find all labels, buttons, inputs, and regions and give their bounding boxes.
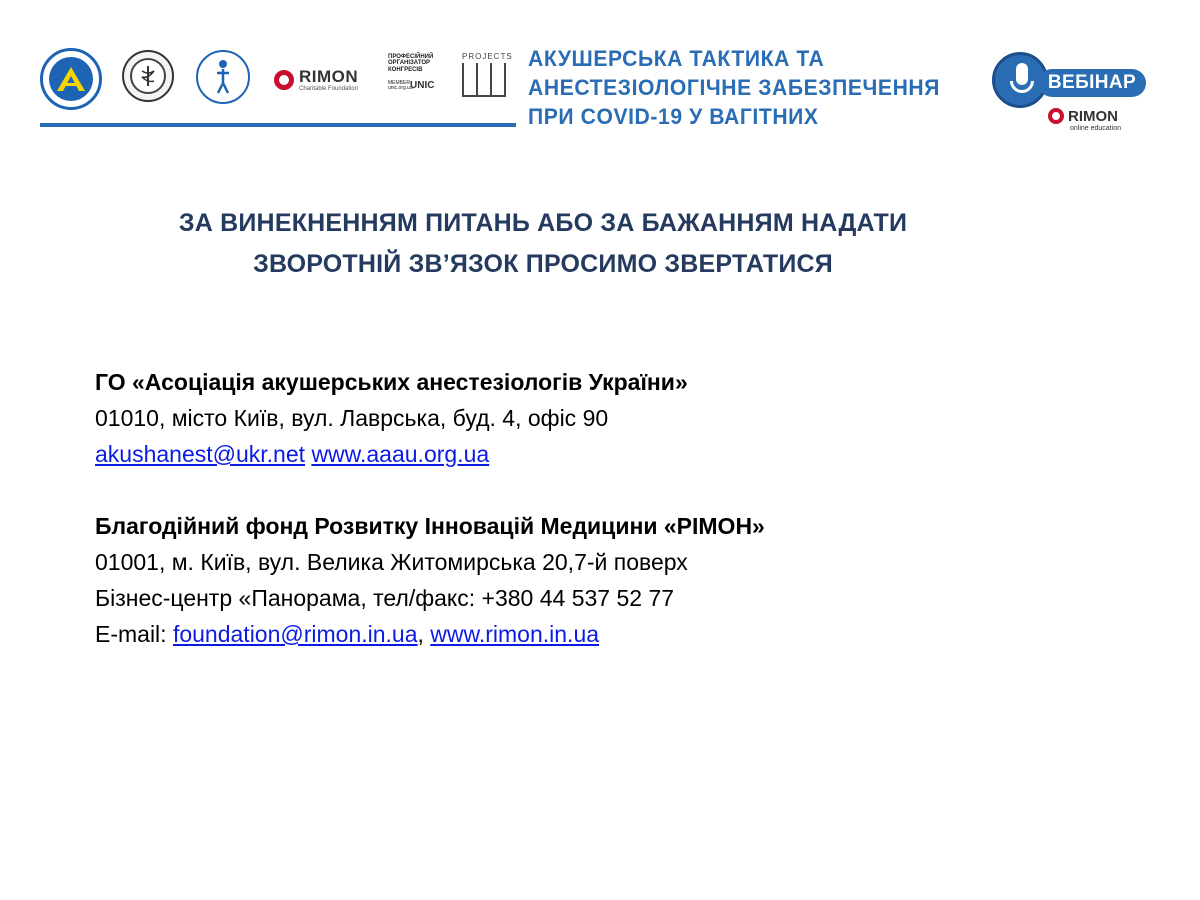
rimon-logo-subtitle: Charitable Foundation [299,86,359,92]
contact-heading-line-1: ЗА ВИНЕКНЕННЯМ ПИТАНЬ АБО ЗА БАЖАННЯМ НАДАТИ [178,209,908,237]
association-address: 01010, місто Київ, вул. Лаврська, буд. 4, офіс 90 [95,405,609,431]
association-name: ГО «Асоціація акушерських анестезіологів України» [95,369,688,395]
foundation-contact-block [95,508,765,652]
congress-organizer-logo [388,54,458,100]
association-contact-block [95,364,688,472]
pok-line-3: КОНГРЕСІВ [388,66,423,73]
rimon-foundation-logo [274,66,372,94]
webinar-rimon-subtitle: online education [1070,125,1121,132]
foundation-name: Благодійний фонд Розвитку Інновацій Медицини «РІМОН» [95,513,765,539]
obstetrics-society-logo [196,50,250,104]
association-email-link[interactable]: akushanest@ukr.net [95,441,306,467]
rimon-ring-icon [274,70,294,90]
caduceus-icon [138,65,158,87]
rimon-ring-icon [1048,108,1064,124]
webinar-title-line-3: ПРИ COVID-19 У ВАГІТНИХ [528,104,819,129]
webinar-badge [986,52,1148,136]
foundation-email-label: E-mail: [95,621,173,647]
medical-university-logo [122,50,174,102]
contact-heading-line-2: ЗВОРОТНІЙ ЗВ’ЯЗОК ПРОСИМО ЗВЕРТАТИСЯ [253,250,833,278]
pok-line-2: ОРГАНІЗАТОР [388,60,431,67]
pok-member-text: MEMBER unic.org.ua [388,79,413,92]
webinar-label: ВЕБІНАР [1047,72,1137,93]
figure-icon [211,59,235,95]
foundation-address: 01001, м. Київ, вул. Велика Житомирська 20,7-й поверх [95,549,688,575]
header-divider [40,123,516,127]
pok-line-1: ПРОФЕСІЙНИЙ [388,54,434,60]
webinar-title-line-1: АКУШЕРСЬКА ТАКТИКА ТА [528,46,825,71]
webinar-title-line-2: АНЕСТЕЗІОЛОГІЧНЕ ЗАБЕЗПЕЧЕННЯ [528,75,941,100]
pok-unic-text: UNIC [410,79,435,91]
webinar-pill [1038,69,1146,97]
foundation-website-link[interactable]: www.rimon.in.ua [430,621,600,647]
projects-logo [462,52,514,104]
letter-a-icon [56,66,86,92]
association-website-link[interactable]: www.aaau.org.ua [311,441,490,467]
projects-label: PROJECTS [462,52,513,61]
foundation-link-separator: , [417,621,431,647]
rimon-logo-name: RIMON [299,67,359,86]
foundation-email-link[interactable]: foundation@rimon.in.ua [172,621,418,647]
association-logo [40,48,102,110]
foundation-office-phone: Бізнес-центр «Панорама, тел/факс: +380 44 537 52 77 [95,585,675,611]
webinar-rimon-name: RIMON [1068,107,1118,125]
projects-mark-icon [462,63,506,97]
